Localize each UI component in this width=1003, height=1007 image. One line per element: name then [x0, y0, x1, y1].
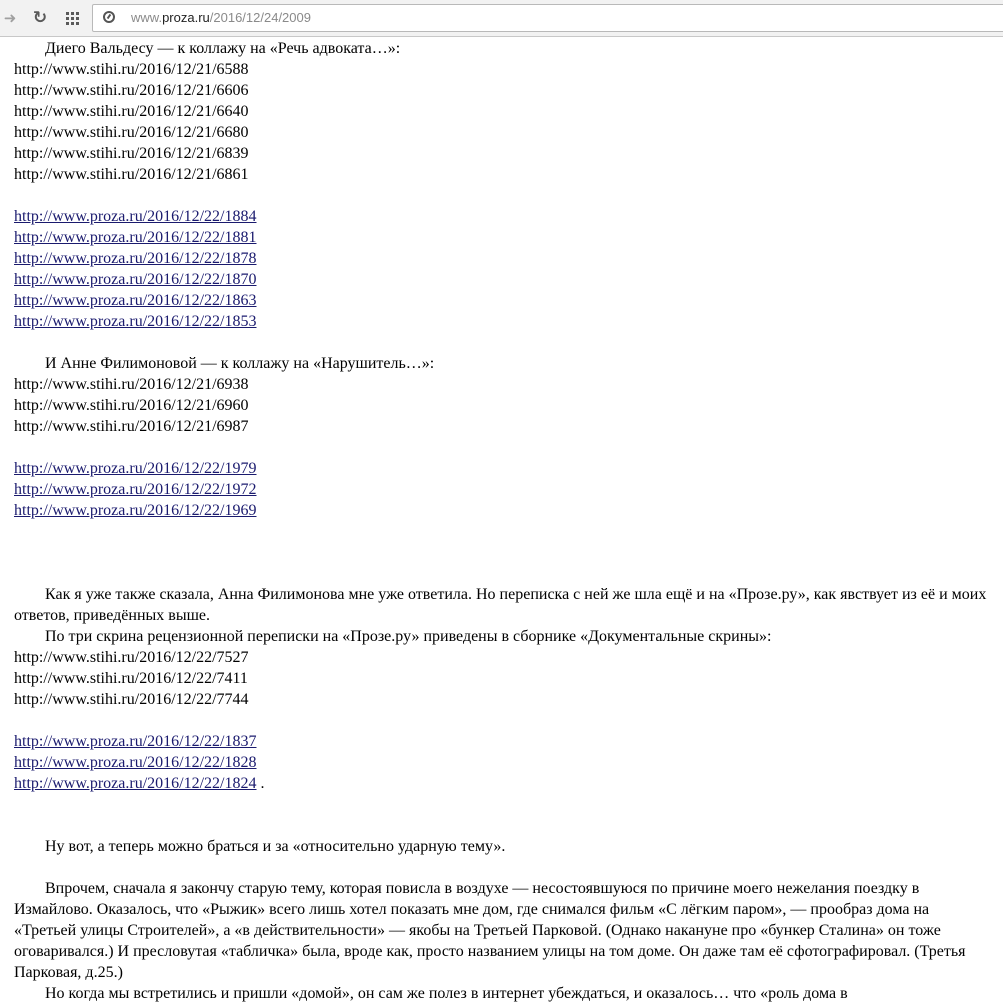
- spacer: [14, 815, 994, 836]
- paragraph-1: Как я уже также сказала, Анна Филимонова мне уже ответила. Но переписка с ней же шла ещё и на «Прозе.ру», как явствует из её и моих ответов, приведённых выше.: [14, 586, 987, 624]
- spacer: [14, 521, 994, 542]
- reload-icon[interactable]: ↻: [32, 8, 48, 28]
- spacer: [14, 185, 994, 206]
- stihi-link-list-1: [14, 59, 994, 185]
- proza-link[interactable]: http://www.proza.ru/2016/12/22/1824: [14, 775, 257, 792]
- proza-link-list-2: [14, 458, 994, 521]
- proza-link[interactable]: http://www.proza.ru/2016/12/22/1870: [14, 271, 257, 288]
- trailing-period: .: [256, 775, 265, 792]
- stihi-url-text: http://www.stihi.ru/2016/12/22/7527: [14, 649, 249, 666]
- stihi-url-text: http://www.stihi.ru/2016/12/21/6680: [14, 124, 249, 141]
- article-body: [14, 38, 994, 1004]
- spacer: [14, 710, 994, 731]
- paragraph-5: Но когда мы встретились и пришли «домой», он сам же полез в интернет убеждаться, и оказалось… что «роль дома в: [45, 985, 848, 1002]
- proza-link[interactable]: http://www.proza.ru/2016/12/22/1863: [14, 292, 257, 309]
- stihi-url-text: http://www.stihi.ru/2016/12/22/7411: [14, 670, 248, 687]
- proza-link[interactable]: http://www.proza.ru/2016/12/22/1972: [14, 481, 257, 498]
- spacer: [14, 857, 994, 878]
- url-path: /2016/12/24/2009: [209, 10, 311, 25]
- proza-link[interactable]: http://www.proza.ru/2016/12/22/1878: [14, 250, 257, 267]
- stihi-url-text: http://www.stihi.ru/2016/12/21/6606: [14, 82, 249, 99]
- intro-paragraph-2: И Анне Филимоновой — к коллажу на «Нарушитель…»:: [45, 355, 435, 372]
- stihi-url-text: http://www.stihi.ru/2016/12/21/6987: [14, 418, 249, 435]
- spacer: [14, 542, 994, 563]
- stihi-link-list-2: [14, 374, 994, 437]
- stihi-url-text: http://www.stihi.ru/2016/12/21/6960: [14, 397, 249, 414]
- stihi-url-text: http://www.stihi.ru/2016/12/21/6861: [14, 166, 249, 183]
- stihi-url-text: http://www.stihi.ru/2016/12/21/6938: [14, 376, 249, 393]
- proza-link[interactable]: http://www.proza.ru/2016/12/22/1853: [14, 313, 257, 330]
- paragraph-2: По три скрина рецензионной переписки на «Прозе.ру» приведены в сборнике «Документальные скрины»:: [45, 628, 772, 645]
- intro-paragraph-1: Диего Вальдесу — к коллажу на «Речь адвоката…»:: [45, 40, 401, 57]
- proza-link-list-1: [14, 206, 994, 332]
- stihi-url-text: http://www.stihi.ru/2016/12/22/7744: [14, 691, 249, 708]
- stihi-url-text: http://www.stihi.ru/2016/12/21/6839: [14, 145, 249, 162]
- proza-link[interactable]: http://www.proza.ru/2016/12/22/1881: [14, 229, 257, 246]
- proza-link[interactable]: http://www.proza.ru/2016/12/22/1828: [14, 754, 257, 771]
- spacer: [14, 332, 994, 353]
- paragraph-4: Впрочем, сначала я закончу старую тему, которая повисла в воздухе — несостоявшуюся по причине моего нежелания поездку в Измайлово. Оказалось, что «Рыжик» всего лишь хотел показать мне дом, где снимался фильм «С лёгким паром», — прообраз дома на «Третьей улицы Строителей», а «в действительности» — якобы на Третьей Парковой. (Однако накануне про «бункер Сталина» он тоже оговаривался.) И пресловутая «табличка» была, вроде как, просто названием улицы на том доме. Он даже там её сфотографировал. (Третья Парковая, д.25.): [14, 880, 966, 981]
- stihi-url-text: http://www.stihi.ru/2016/12/21/6588: [14, 61, 249, 78]
- proza-link[interactable]: http://www.proza.ru/2016/12/22/1979: [14, 460, 257, 477]
- forward-arrow-icon[interactable]: ➜: [3, 9, 17, 27]
- url-host: proza.ru: [162, 10, 210, 25]
- paragraph-3: Ну вот, а теперь можно браться и за «относительно ударную тему».: [45, 838, 506, 855]
- proza-link-list-3: [14, 731, 994, 794]
- proza-link[interactable]: http://www.proza.ru/2016/12/22/1837: [14, 733, 257, 750]
- apps-grid-icon[interactable]: [62, 8, 82, 28]
- stihi-url-text: http://www.stihi.ru/2016/12/21/6640: [14, 103, 249, 120]
- address-bar[interactable]: [92, 4, 1003, 32]
- spacer: [14, 437, 994, 458]
- spacer: [14, 563, 994, 584]
- url-prefix: www.: [131, 10, 163, 25]
- stihi-link-list-3: [14, 647, 994, 710]
- url-text[interactable]: [131, 10, 311, 25]
- proza-link[interactable]: http://www.proza.ru/2016/12/22/1884: [14, 208, 257, 225]
- browser-toolbar: [0, 0, 1003, 37]
- site-info-icon[interactable]: [103, 11, 115, 23]
- proza-link[interactable]: http://www.proza.ru/2016/12/22/1969: [14, 502, 257, 519]
- spacer: [14, 794, 994, 815]
